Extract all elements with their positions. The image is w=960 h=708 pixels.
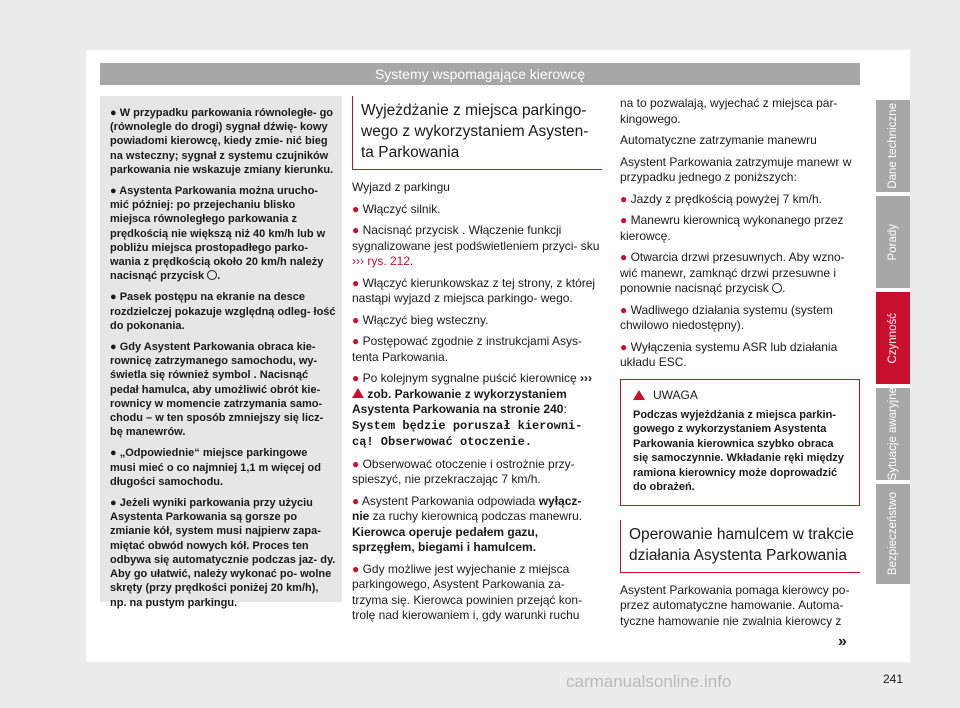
info-item: ● Gdy Asystent Parkowania obraca kie- rownicę zatrzymanego samochodu, wy- świetla się również symbol . Nacisnąć pedał hamulca, aby umożliwić obrót kie- rownicy w momencie zatrzymania samo- chodu – w ten sposób zmniejszy się licz- bę manewrów. — [110, 341, 324, 439]
parking-button-icon — [207, 270, 217, 280]
column-middle — [352, 96, 602, 630]
list-item: ● Manewru kierownicą wykonanego przez kierowcę. — [620, 213, 844, 243]
column-right — [620, 96, 860, 635]
figure-link[interactable]: ››› rys. 212 — [352, 254, 411, 268]
warning-ref-link[interactable]: ››› zob. Parkowanie z wykorzystaniem Asystenta Parkowania na stronie 240 — [352, 371, 593, 416]
list-item: ● Wadliwego działania systemu (system chwilowo niedostępny). — [620, 302, 833, 332]
info-item: ● „Odpowiednie“ miejsce parkingowe musi mieć o co najmniej 1,1 m więcej od długości samochodu. — [110, 447, 321, 488]
tab-czynnosc[interactable]: Czynność — [876, 292, 910, 384]
warning-text: Podczas wyjeżdżania z miejsca parkin- gowego z wykorzystaniem Asystenta Parkowania kierownica szybko obraca się samoczynnie. Wkładanie ręki między ramiona kierownicy może doprowadzić do obrażeń. — [633, 408, 844, 493]
paragraph: Asystent Parkowania pomaga kierowcy po- przez automatyczne hamowanie. Automa- tyczne hamowanie nie zwalnia kierowcy z — [620, 582, 850, 628]
list-item: ● Włączyć silnik. — [352, 201, 441, 216]
tab-bezpieczenstwo[interactable]: Bezpieczeństwo — [876, 484, 910, 584]
list-item: ● Nacisnąć przycisk . Włączenie funkcji sygnalizowane jest podświetleniem przyci- sku ››› rys. 212. — [352, 223, 600, 268]
info-item: ● Asystenta Parkowania można urucho- mić później: po przejechaniu blisko miejsca równoległego parkowania z prędkością nie większą niż 40 km/h lub w pobliżu miejsca prostopadłego parko- wania z prędkością około 20 km/h należy nacisnąć przycisk . — [110, 185, 326, 283]
list-item: ● Asystent Parkowania odpowiada wyłącz- nie za ruchy kierownicą podczas manewru. Kierowca operuje pedałem gazu, sprzęgłem, biegami i hamulcem. — [352, 493, 583, 554]
page-number: 241 — [882, 672, 904, 686]
warning-header: UWAGA — [633, 388, 851, 402]
list-item: ● Jazdy z prędkością powyżej 7 km/h. — [620, 191, 823, 206]
continued-marker: » — [838, 633, 847, 650]
list-item: ● Obserwować otoczenie i ostrożnie przy- spieszyć, nie przekraczając 7 km/h. — [352, 456, 575, 486]
info-item: ● Pasek postępu na ekranie na desce rozdzielczej pokazuje względną odleg- łość do pokonania. — [110, 291, 336, 332]
tab-porady[interactable]: Porady — [876, 196, 910, 288]
section-title: Wyjeżdżanie z miejsca parkingo- wego z wykorzystaniem Asysten- ta Parkowania — [352, 96, 602, 170]
section-title: Operowanie hamulcem w trakcie działania Asystenta Parkowania — [620, 520, 860, 573]
warning-triangle-icon — [352, 388, 364, 398]
list-item: ● Włączyć kierunkowskaz z tej strony, z której nastąpi wyjazd z miejsca parkingo- wego. — [352, 275, 596, 305]
list-item: ● Po kolejnym sygnalne puścić kierownicę ››› zob. Parkowanie z wykorzystaniem Asystenta Parkowania na stronie 240: System będzie poruszał kierowni- cą! Obserwować otoczenie. — [352, 371, 593, 449]
subtitle: Automatyczne zatrzymanie manewru — [620, 133, 817, 147]
display-message: System będzie poruszał kierowni- cą! Obserwować otoczenie. — [352, 418, 583, 449]
info-item: ● Jeżeli wyniki parkowania przy użyciu Asystenta Parkowania są gorsze po zmianie kół, system musi najpierw zapa- miętać obwód nowych kół. Proces ten odbywa się automatycznie podczas jaz- dy. Aby go ułatwić, należy wykonać po- wolne skręty (przy prędkości poniżej 20 km/h), np. na pustym parkingu. — [110, 497, 336, 609]
list-item: ● Gdy możliwe jest wyjechanie z miejsca parkingowego, Asystent Parkowania za- trzyma się. Kierowca powinien przejąć kon- trolę nad kierowaniem i, gdy warunki ruchu — [352, 561, 583, 622]
watermark: carmanualsonline.info — [566, 672, 732, 691]
paragraph: na to pozwalają, wyjechać z miejsca par- kingowego. — [620, 96, 838, 126]
list-item: ● Postępować zgodnie z instrukcjami Asys- tenta Parkowania. — [352, 334, 583, 364]
chapter-tabs — [876, 100, 910, 588]
list-item: ● Otwarcia drzwi przesuwnych. Aby wzno- wić manewr, zamknąć drzwi przesuwne i ponownie nacisnąć przycisk . — [620, 250, 845, 295]
subtitle: Wyjazd z parkingu — [352, 180, 450, 194]
info-item: ● W przypadku parkowania równoległe- go (równolegle do drogi) sygnał dźwię- kowy powiadomi kierowcę, kiedy zmie- nić bieg na wsteczny; sygnał z systemu czujników parkowania nie wskazuje zmiany kierunku. — [110, 107, 334, 176]
paragraph: Asystent Parkowania zatrzymuje manewr w przypadku jednego z poniższych: — [620, 154, 852, 184]
warning-triangle-icon — [633, 390, 645, 400]
list-item: ● Włączyć bieg wsteczny. — [352, 312, 489, 327]
warning-box — [620, 379, 860, 506]
tab-dane-techniczne[interactable]: Dane techniczne — [876, 100, 910, 192]
info-box — [100, 96, 342, 609]
page-header: Systemy wspomagające kierowcę — [100, 63, 860, 85]
tab-sytuacje-awaryjne[interactable]: Sytuacje awaryjne — [876, 388, 910, 480]
parking-button-icon — [772, 283, 782, 293]
list-item: ● Wyłączenia systemu ASR lub działania układu ESC. — [620, 339, 838, 369]
